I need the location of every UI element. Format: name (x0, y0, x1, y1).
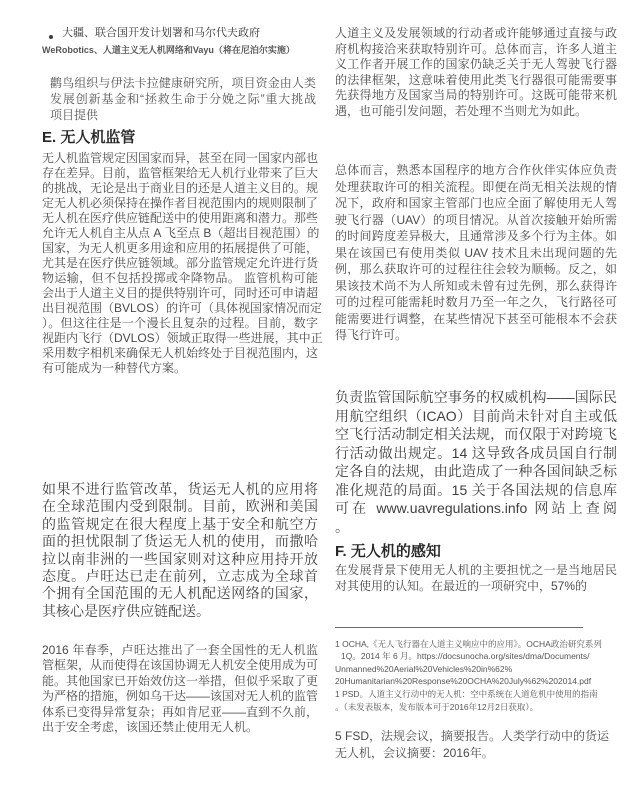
footnote-line: Unmanned%20Aerial%20Vehicles%20in%62% (335, 663, 513, 674)
regulation-paragraph-line: 尤其是在医疗供应链领域。部分监管规定允许进行货 (42, 255, 319, 270)
local-partners-line: 驶飞行器（UAV）的项目情况。从首次接触开始所需 (335, 212, 617, 227)
footnote-ocha (335, 638, 625, 687)
regulation-paragraph-line: 会出于人道主义目的提供特别许可，同时还可申请超 (42, 285, 319, 300)
pull-quote-line: 面的担忧限制了货运无人机的使用，而撒哈 (42, 533, 318, 550)
permits-paragraph-line: 义工作者开展工作的国家仍缺乏关于无人驾驶飞行器 (335, 57, 617, 71)
local-partners-line: 能需要进行调整，在某些情况下甚至可能根本不会获 (335, 311, 617, 326)
pull-quote-line: 拉以南非洲的一些国家则对这种应用持开放 (42, 550, 318, 567)
local-partners-paragraph (335, 162, 617, 344)
rwanda-paragraph-line: 为严格的措施，例如乌干达——该国对无人机的监管 (42, 689, 319, 704)
rwanda-paragraph-line: 2016 年春季，卢旺达推出了一套全国性的无人机监 (42, 643, 318, 657)
local-partners-line: 果在该国已有使用类似 UAV 技术且未出现问题的先 (335, 245, 617, 260)
icao-paragraph-line: 定各自的法规，由此造成了一种各国间缺乏标 (335, 463, 617, 479)
regulation-paragraph-line: 出目视范围（BVLOS）的许可（具体视国家情况而定 (42, 300, 323, 315)
footnote-line: 20Humanitarian%20Response%20OCHA%20July%62%202014.pdf (335, 675, 592, 686)
local-partners-line: 果该技术尚不为人所知或未曾有过先例，那么获得许 (335, 278, 617, 293)
rwanda-paragraph-line: 体系已变得异常复杂；再如肯尼亚——直到不久前， (42, 704, 319, 719)
local-partners-line: 例，那么获取许可的过程往往会较为顺畅。反之，如 (335, 262, 617, 276)
regulation-paragraph-line: 采用数字相机来确保无人机始终处于目视范围内，这 (42, 345, 319, 360)
permits-paragraph-line: 遇，也可能引发问题，若处理不当则尤为如此。 (335, 103, 588, 118)
stork-paragraph (50, 75, 316, 123)
footnote-line: 1Q。2014 年 6 月。https://docsunocha.org/sites/dma/Documents/ (341, 651, 590, 662)
permits-paragraph-line: 的法律框架，这意味着使用此类飞行器很可能需要事 (335, 72, 617, 87)
regulation-paragraph-line: 存在差异。目前，监管框架给无人机行业带来了巨大 (42, 165, 319, 180)
local-partners-line: 得飞行许可。 (335, 328, 408, 342)
footnote-divider (335, 627, 583, 628)
bullet-item: 大疆、联合国开发计划署和马尔代夫政府 (62, 27, 260, 39)
permits-paragraph-line: 府机构接洽来获取特别许可。总体而言，许多人道主 (335, 41, 617, 56)
stork-paragraph-line: 发展创新基金和“拯救生命于分娩之际”重大挑战 (50, 92, 316, 106)
section-e-heading: E. 无人机监管 (42, 129, 136, 146)
footnote-line: 5 FSD，法规会议，摘要报告。人类学行动中的货运 (335, 728, 610, 743)
icao-paragraph-line: 行活动做出规定。14 这导致各成员国自行制 (335, 444, 617, 461)
local-partners-line: 处理获取许可的相关流程。即便在尚无相关法规的情 (335, 179, 617, 194)
regulation-paragraph-line: 无人机监管规定因国家而异，甚至在同一国家内部也 (42, 150, 319, 165)
pull-quote-line: 的监管规定在很大程度上基于安全和航空方 (42, 515, 318, 532)
pull-quote-line: 如果不进行监管改革，货运无人机的应用将 (42, 481, 318, 497)
regulation-paragraph-line: 的挑战，无论是出于商业目的还是人道主义目的。规 (42, 180, 319, 195)
permits-paragraph-line: 人道主义及发展领域的行动者或许能够通过直接与政 (335, 26, 617, 40)
local-partners-line: 总体而言，熟悉本国程序的地方合作伙伴实体应负责 (335, 163, 617, 177)
partners-line: WeRobotics、人道主义无人机网络和Vayu（将在尼泊尔实施） (42, 45, 295, 55)
stork-paragraph-line: 鹳鸟组织与伊法卡拉健康研究所，项目资金由人类 (50, 76, 316, 90)
icao-paragraph-line: 负责监管国际航空事务的权威机构——国际民 (335, 389, 617, 405)
rwanda-paragraph-line: 能。其他国家已开始效仿这一举措，但似乎采取了更 (42, 673, 319, 688)
regulation-paragraph-line: 物运输，但不包括投掷或伞降物品。 监管机构可能 (42, 270, 318, 285)
local-partners-line: 的时间跨度差异极大，且通常涉及多个行为主体。如 (335, 229, 617, 243)
regulation-paragraph-line: 无人机在医疗供应链配送中的使用距离和潜力。那些 (42, 210, 319, 225)
footnote-line: 。（未发表版本，发布版本可于2016年12月2日获取）。 (335, 701, 539, 712)
rwanda-paragraph-line: 出于安全考虑，该国还禁止使用无人机。 (42, 720, 259, 735)
icao-paragraph-line: 空飞行活动制定相关法规，而仅限于对跨境飞 (335, 426, 617, 442)
pull-quote-line: 在全球范围内受到限制。目前，欧洲和美国 (42, 498, 318, 515)
regulation-paragraph-line: 定无人机必须保持在操作者目视范围内的规则限制了 (42, 195, 319, 210)
icao-paragraph (335, 388, 617, 536)
footnote-line: 1 OCHA,《无人飞行器在人道主义响应中的应用》。OCHA政治研究系列 (335, 639, 602, 649)
regulation-paragraph-line: ）。但这往往是一个漫长且复杂的过程。目前，数字 (42, 315, 318, 330)
icao-paragraph-line: 可在 www.uavregulations.info 网站上查阅 (335, 500, 617, 516)
footnote-line: 无人机，会议摘要：2016年。 (335, 745, 494, 760)
footnote-fsd (335, 728, 617, 762)
icao-paragraph-line: 用航空组织（ICAO）目前尚未针对自主或低 (335, 407, 617, 424)
perception-paragraph (335, 562, 617, 594)
perception-paragraph-line: 对其使用的认知。在最近的一项研究中，57%的 (335, 579, 588, 593)
stork-paragraph-line: 项目提供 (50, 108, 99, 122)
pull-quote-line: 态度。卢旺达已走在前列，立志成为全球首 (42, 568, 318, 585)
footnote-psd (335, 688, 625, 713)
section-f-heading: F. 无人机的感知 (335, 542, 441, 560)
pull-quote-left (42, 481, 318, 620)
footnote-line: 1 PSD。人道主义行动中的无人机：空中系统在人道危机中使用的指南 (335, 689, 598, 699)
permits-paragraph (335, 26, 617, 119)
regulation-paragraph-line: 允许无人机自主从点 A 飞至点 B（超出目视范围）的 (42, 225, 320, 240)
rwanda-paragraph (42, 643, 318, 735)
bullet-dot-icon (49, 35, 53, 39)
local-partners-line: 可的过程可能需耗时数月乃至一年之久，飞行路径可 (335, 295, 617, 309)
pull-quote-line: 其核心是医疗供应链配送。 (42, 602, 210, 619)
icao-paragraph-line: 准化规范的局面。15 关于各国法规的信息库 (335, 481, 617, 498)
icao-paragraph-line: 。 (335, 518, 349, 535)
local-partners-line: 况下，政府和国家主管部门也应全面了解使用无人驾 (335, 196, 617, 210)
permits-paragraph-line: 先获得地方及国家当局的特别许可。这既可能带来机 (335, 88, 617, 102)
regulation-paragraph (42, 150, 323, 376)
perception-paragraph-line: 在发展背景下使用无人机的主要担忧之一是当地居民 (335, 563, 617, 577)
pull-quote-line: 个拥有全国范围的无人机配送网络的国家， (42, 585, 318, 602)
rwanda-paragraph-line: 管框架，从而使得在该国协调无人机安全使用成为可 (42, 658, 319, 673)
regulation-paragraph-line: 国家，为无人机更多用途和应用的拓展提供了可能， (42, 240, 319, 255)
regulation-paragraph-line: 有可能成为一种替代方案。 (42, 360, 187, 375)
regulation-paragraph-line: 视距内飞行（DVLOS）领域正取得一些进展，其中正 (42, 330, 323, 345)
